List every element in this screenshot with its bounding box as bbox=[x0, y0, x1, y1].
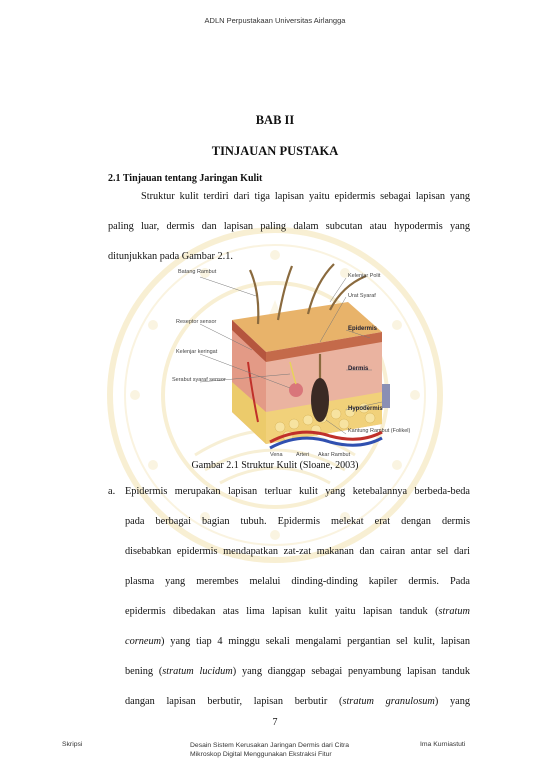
list-item-text bbox=[125, 477, 470, 717]
label-batang-rambut: Batang Rambut bbox=[178, 269, 217, 275]
footer-left: Skripsi bbox=[62, 741, 83, 748]
label-akar-rambut: Akar Rambut bbox=[318, 452, 351, 458]
list-line: plasma yang merembes melalui dinding-dinding kapiler dermis. Pada bbox=[125, 576, 470, 587]
label-urat-syaraf: Urat Syaraf bbox=[348, 293, 376, 299]
page-number: 7 bbox=[272, 717, 278, 728]
figure-caption: Gambar 2.1 Struktur Kulit (Sloane, 2003) bbox=[191, 460, 359, 471]
list-line: epidermis dibedakan atas lima lapisan kulit yaitu lapisan tanduk (stratum bbox=[125, 606, 470, 617]
label-kelenjar-polit: Kelenjar Polit bbox=[348, 273, 381, 279]
skin-structure-figure bbox=[170, 262, 428, 458]
footer-center bbox=[190, 741, 349, 759]
list-line: corneum) yang tiap 4 minggu sekali mengalami pergantian sel kulit, lapisan bbox=[125, 636, 470, 647]
label-kelenjar-keringat: Kelenjar keringat bbox=[176, 349, 218, 355]
label-dermis: Dermis bbox=[348, 366, 369, 372]
list-line: bening (stratum lucidum) yang dianggap sebagai penyambung lapisan tanduk bbox=[125, 666, 471, 677]
label-reseptor-sensor: Reseptor sensor bbox=[176, 319, 217, 325]
chapter-number: BAB II bbox=[255, 113, 295, 127]
chapter-title: TINJAUAN PUSTAKA bbox=[211, 144, 339, 158]
label-vena: Vena bbox=[270, 452, 283, 458]
list-marker: a. bbox=[108, 486, 116, 497]
footer-title-line1: Desain Sistem Kerusakan Jaringan Dermis dari Citra bbox=[190, 742, 350, 749]
label-epidermis: Epidermis bbox=[348, 326, 378, 332]
page-header: ADLN Perpustakaan Universitas Airlangga bbox=[204, 16, 346, 25]
label-serabut-syaraf: Serabut syaraf sensor bbox=[172, 377, 226, 383]
intro-paragraph bbox=[108, 182, 470, 272]
intro-line: ditunjukkan pada Gambar 2.1. bbox=[108, 251, 233, 262]
intro-line: paling luar, dermis dan lapisan paling dalam subcutan atau hypodermis yang bbox=[108, 221, 470, 232]
label-hypodermis: Hypodermis bbox=[348, 406, 383, 412]
list-line: dangan lapisan berbutir, lapisan berbutir (stratum granulosum) yang bbox=[125, 696, 470, 707]
label-kantung-rambut: Kantung Rambut (Folikel) bbox=[348, 428, 411, 434]
list-line: pada berbagai bagian tubuh. Epidermis melekat erat dengan dermis bbox=[125, 516, 470, 527]
label-arteri: Arteri bbox=[296, 452, 310, 458]
list-line: disebabkan epidermis mendapatkan zat-zat makanan dan cairan antar sel dari bbox=[125, 546, 470, 557]
list-line: Epidermis merupakan lapisan terluar kulit yang ketebalannya berbeda-beda bbox=[125, 486, 470, 497]
section-title: 2.1 Tinjauan tentang Jaringan Kulit bbox=[108, 173, 263, 184]
footer-title-line2: Mikroskop Digital Menggunakan Ekstraksi Fitur bbox=[190, 751, 332, 758]
intro-line: Struktur kulit terdiri dari tiga lapisan yaitu epidermis sebagai lapisan yang bbox=[141, 191, 470, 202]
footer-right: Ima Kurniastuti bbox=[420, 741, 466, 748]
